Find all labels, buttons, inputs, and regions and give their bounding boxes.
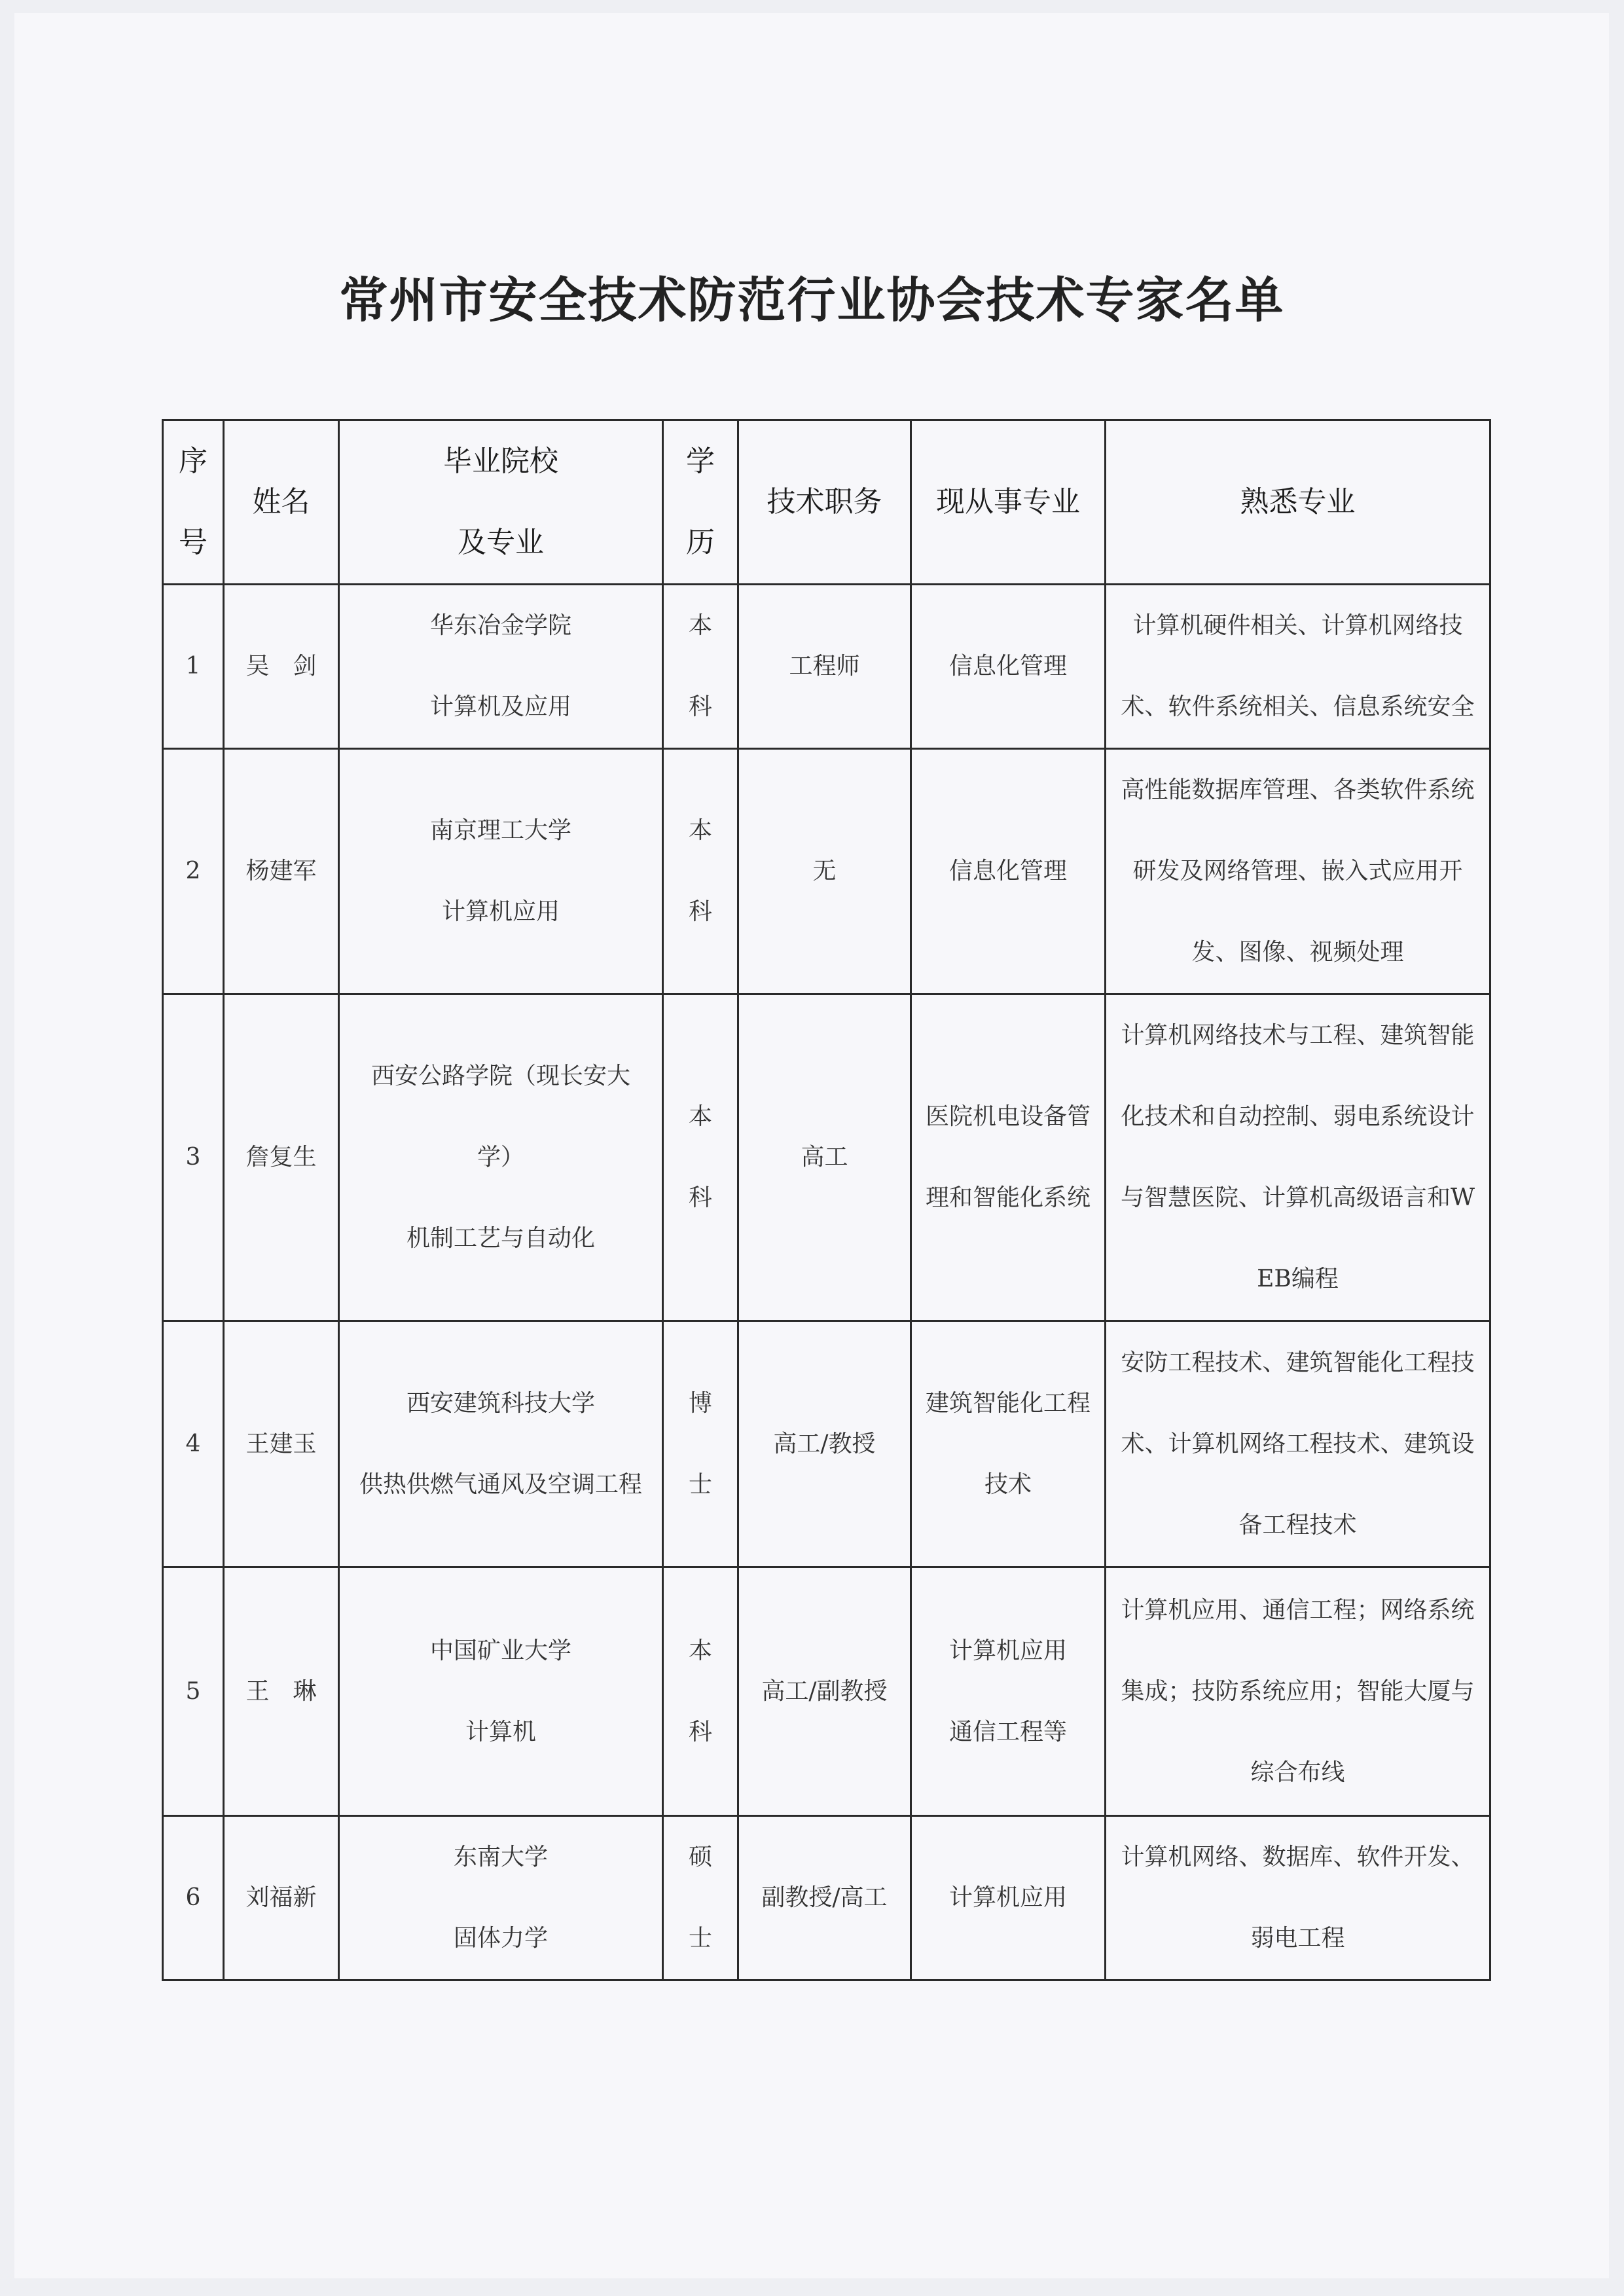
header-school: 毕业院校 及专业 bbox=[339, 420, 663, 585]
header-name: 姓名 bbox=[224, 420, 339, 585]
cell-familiar: 计算机硬件相关、计算机网络技术、软件系统相关、信息系统安全 bbox=[1106, 585, 1490, 749]
cell-familiar: 计算机网络技术与工程、建筑智能化技术和自动控制、弱电系统设计与智慧医院、计算机高级语言和WEB编程 bbox=[1106, 994, 1490, 1321]
cell-education: 本 科 bbox=[663, 994, 738, 1321]
cell-no: 6 bbox=[163, 1816, 224, 1980]
cell-no: 5 bbox=[163, 1567, 224, 1816]
cell-no: 4 bbox=[163, 1321, 224, 1567]
cell-school: 西安建筑科技大学 供热供燃气通风及空调工程 bbox=[339, 1321, 663, 1567]
table-row bbox=[163, 994, 1490, 1321]
cell-familiar: 计算机应用、通信工程；网络系统集成；技防系统应用；智能大厦与综合布线 bbox=[1106, 1567, 1490, 1816]
cell-title: 高工 bbox=[738, 994, 911, 1321]
cell-no: 3 bbox=[163, 994, 224, 1321]
header-current-work: 现从事专业 bbox=[911, 420, 1106, 585]
table-row bbox=[163, 585, 1490, 749]
cell-school: 西安公路学院（现长安大学） 机制工艺与自动化 bbox=[339, 994, 663, 1321]
cell-education: 本 科 bbox=[663, 1567, 738, 1816]
cell-current-work: 计算机应用 bbox=[911, 1816, 1106, 1980]
cell-school: 南京理工大学 计算机应用 bbox=[339, 749, 663, 994]
cell-familiar: 安防工程技术、建筑智能化工程技术、计算机网络工程技术、建筑设备工程技术 bbox=[1106, 1321, 1490, 1567]
cell-education: 本 科 bbox=[663, 585, 738, 749]
header-familiar: 熟悉专业 bbox=[1106, 420, 1490, 585]
cell-school: 华东冶金学院 计算机及应用 bbox=[339, 585, 663, 749]
table-row bbox=[163, 749, 1490, 994]
table-row bbox=[163, 1321, 1490, 1567]
cell-title: 高工/副教授 bbox=[738, 1567, 911, 1816]
cell-title: 高工/教授 bbox=[738, 1321, 911, 1567]
cell-current-work: 计算机应用 通信工程等 bbox=[911, 1567, 1106, 1816]
cell-name: 吴 剑 bbox=[224, 585, 339, 749]
table-row bbox=[163, 1816, 1490, 1980]
cell-title: 无 bbox=[738, 749, 911, 994]
cell-name: 詹复生 bbox=[224, 994, 339, 1321]
table-row bbox=[163, 1567, 1490, 1816]
cell-name: 刘福新 bbox=[224, 1816, 339, 1980]
header-education: 学 历 bbox=[663, 420, 738, 585]
header-title: 技术职务 bbox=[738, 420, 911, 585]
cell-current-work: 信息化管理 bbox=[911, 749, 1106, 994]
cell-education: 本 科 bbox=[663, 749, 738, 994]
cell-name: 王建玉 bbox=[224, 1321, 339, 1567]
cell-current-work: 信息化管理 bbox=[911, 585, 1106, 749]
cell-title: 副教授/高工 bbox=[738, 1816, 911, 1980]
cell-school: 东南大学 固体力学 bbox=[339, 1816, 663, 1980]
cell-name: 王 琳 bbox=[224, 1567, 339, 1816]
cell-current-work: 医院机电设备管理和智能化系统 bbox=[911, 994, 1106, 1321]
header-no: 序 号 bbox=[163, 420, 224, 585]
cell-education: 博 士 bbox=[663, 1321, 738, 1567]
cell-education: 硕 士 bbox=[663, 1816, 738, 1980]
cell-familiar: 计算机网络、数据库、软件开发、弱电工程 bbox=[1106, 1816, 1490, 1980]
cell-no: 2 bbox=[163, 749, 224, 994]
cell-title: 工程师 bbox=[738, 585, 911, 749]
expert-roster-table bbox=[162, 419, 1491, 1981]
cell-school: 中国矿业大学 计算机 bbox=[339, 1567, 663, 1816]
cell-current-work: 建筑智能化工程技术 bbox=[911, 1321, 1106, 1567]
document-title: 常州市安全技术防范行业协会技术专家名单 bbox=[339, 272, 1285, 329]
table-header-row bbox=[163, 420, 1490, 585]
cell-familiar: 高性能数据库管理、各类软件系统研发及网络管理、嵌入式应用开发、图像、视频处理 bbox=[1106, 749, 1490, 994]
cell-name: 杨建军 bbox=[224, 749, 339, 994]
cell-no: 1 bbox=[163, 585, 224, 749]
